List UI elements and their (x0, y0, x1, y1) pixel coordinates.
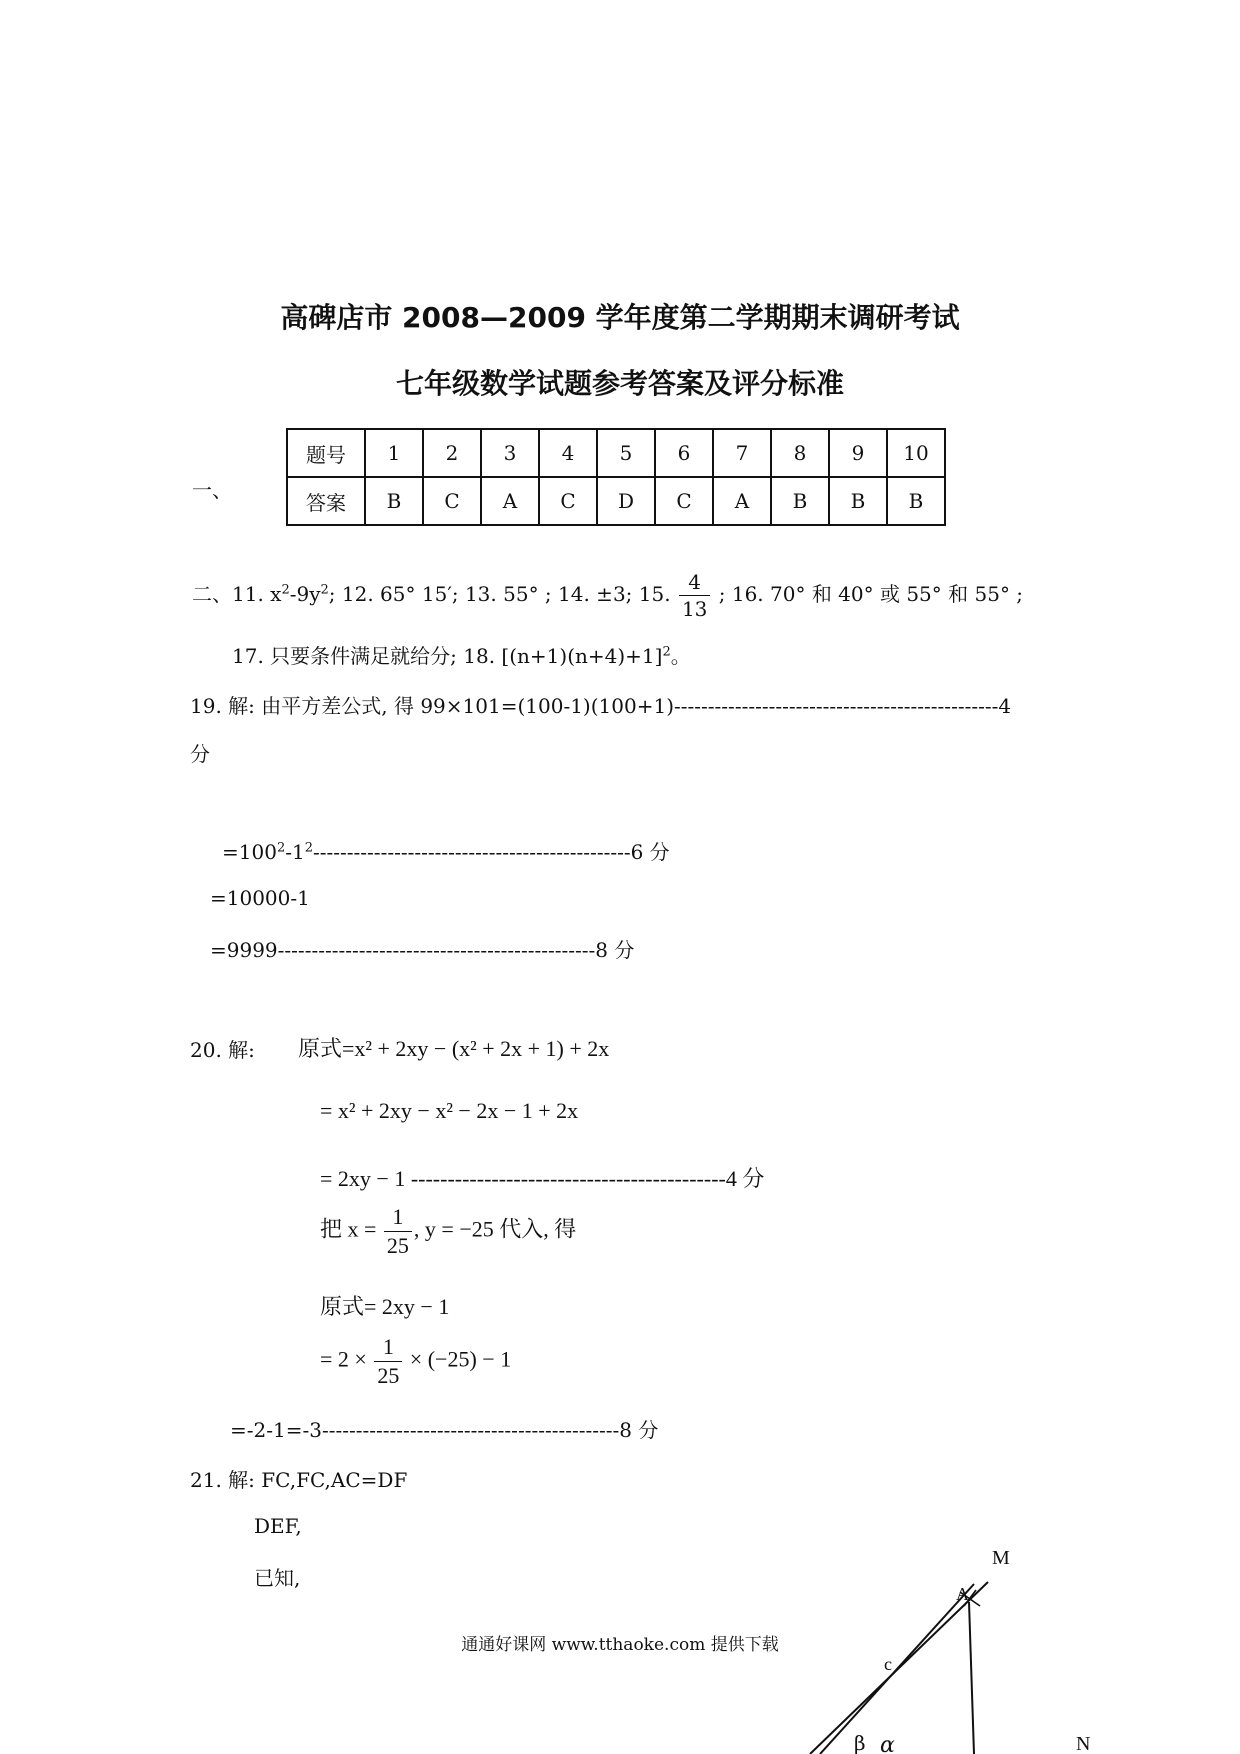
q20-line-4 (320, 1206, 576, 1257)
q20-label: 20. 解: (190, 1038, 255, 1062)
text-span: ; 16. 70° 和 40° 或 55° 和 55° ; (718, 582, 1024, 606)
text-span: × (−25) − 1 (409, 1346, 512, 1372)
q19-line-3: =10000-1 (210, 886, 310, 910)
table-cell: A (481, 477, 539, 525)
label-alpha: α (880, 1733, 895, 1754)
text-span: = 2 × (320, 1346, 367, 1372)
fraction-numerator: 4 (679, 572, 710, 596)
q19-line-1: 19. 解: 由平方差公式, 得 99×101=(100-1)(100+1)------------------------------------------------4 (190, 694, 1012, 718)
q19-line-1-cont: 分 (190, 742, 210, 766)
table-cell: 7 (713, 429, 771, 477)
answer-table (286, 428, 946, 526)
section-1-label: 一、 (192, 478, 232, 502)
title-line-2: 七年级数学试题参考答案及评分标准 (395, 367, 844, 400)
q21-line-3: 已知, (254, 1566, 301, 1590)
q19-line-4: =9999-----------------------------------------------8 分 (210, 938, 635, 962)
q20-line-2: = x² + 2xy − x² − 2x − 1 + 2x (320, 1098, 579, 1123)
title-line-1: 高碑店市 2008—2009 学年度第二学期期末调研考试 (280, 301, 960, 334)
section-2-line-2: 17. 只要条件满足就给分; 18. $[(n+1)(n+4)+1]^2$。 (232, 644, 691, 668)
text-span: -1 (285, 840, 305, 864)
table-cell: B (365, 477, 423, 525)
table-cell: 6 (655, 429, 713, 477)
section-2-line-1: 二、11. $x^2-9y^2$; 12. 65° 15′; 13. 55° ; 14. ±3; 15. $\frac{4}{13}$ ; 16. 70° 和 40° 或 55° 和 55° ; (192, 570, 1024, 621)
q21-line-2: DEF, (254, 1514, 302, 1538)
q20-line-6 (320, 1336, 511, 1387)
table-cell: 2 (423, 429, 481, 477)
table-cell: 3 (481, 429, 539, 477)
fraction (679, 572, 710, 619)
table-cell: 8 (771, 429, 829, 477)
fraction-numerator: 1 (384, 1206, 412, 1232)
table-cell: C (423, 477, 481, 525)
fraction-denominator: 25 (386, 1233, 409, 1258)
label-c: c (884, 1654, 892, 1674)
q21-line-1: 21. 解: FC,FC,AC=DF (190, 1468, 408, 1492)
fraction-denominator: 25 (377, 1363, 400, 1388)
table-cell: 1 (365, 429, 423, 477)
table-header-cell: 题号 (287, 429, 365, 477)
fraction-denominator: 13 (681, 597, 708, 621)
fraction (374, 1336, 402, 1387)
text-span: 把 x = (320, 1216, 377, 1242)
table-row (287, 477, 945, 525)
q20-line-5: 原式= 2xy − 1 (320, 1294, 450, 1319)
text-span: 17. 只要条件满足就给分; 18. [(n+1)(n+4)+1] (232, 644, 663, 668)
text-span: =100 (222, 840, 277, 864)
label-n: N (1076, 1733, 1091, 1754)
label-beta: β (854, 1731, 866, 1754)
fraction (384, 1206, 412, 1257)
table-header-cell: 答案 (287, 477, 365, 525)
table-cell: 9 (829, 429, 887, 477)
footer-text: 通通好课网 www.tthaoke.com 提供下载 (461, 1635, 779, 1655)
label-a: A (956, 1584, 969, 1604)
table-cell: B (829, 477, 887, 525)
table-row (287, 429, 945, 477)
text-span: 。 (670, 644, 691, 668)
line-vertical (969, 1602, 974, 1754)
text-span: -----------------------------------------------6 分 (312, 840, 670, 864)
line-ac (820, 1584, 974, 1754)
table-cell: B (887, 477, 945, 525)
label-m: M (992, 1547, 1010, 1569)
table-cell: D (597, 477, 655, 525)
table-cell: 5 (597, 429, 655, 477)
q19-line-2: $=100^2-1^2-----------------------------------------------6$ 分 (222, 840, 670, 864)
table-cell: 10 (887, 429, 945, 477)
text-span: 二、11. x (192, 582, 282, 606)
text-span: -9y (289, 582, 321, 606)
table-cell: C (655, 477, 713, 525)
q20-line-1: 原式=x² + 2xy − (x² + 2x + 1) + 2x (298, 1036, 610, 1061)
fraction-numerator: 1 (374, 1336, 402, 1362)
q20-line-3: = 2xy − 1 -------------------------------------------4 分 (320, 1166, 765, 1191)
text-span: ; 12. 65° 15′; 13. 55° ; 14. ±3; 15. (328, 582, 671, 606)
table-cell: B (771, 477, 829, 525)
table-cell: A (713, 477, 771, 525)
table-cell: C (539, 477, 597, 525)
q20-line-7: =-2-1=-3--------------------------------------------8 分 (230, 1418, 659, 1442)
text-span: , y = −25 代入, 得 (413, 1216, 577, 1242)
table-cell: 4 (539, 429, 597, 477)
